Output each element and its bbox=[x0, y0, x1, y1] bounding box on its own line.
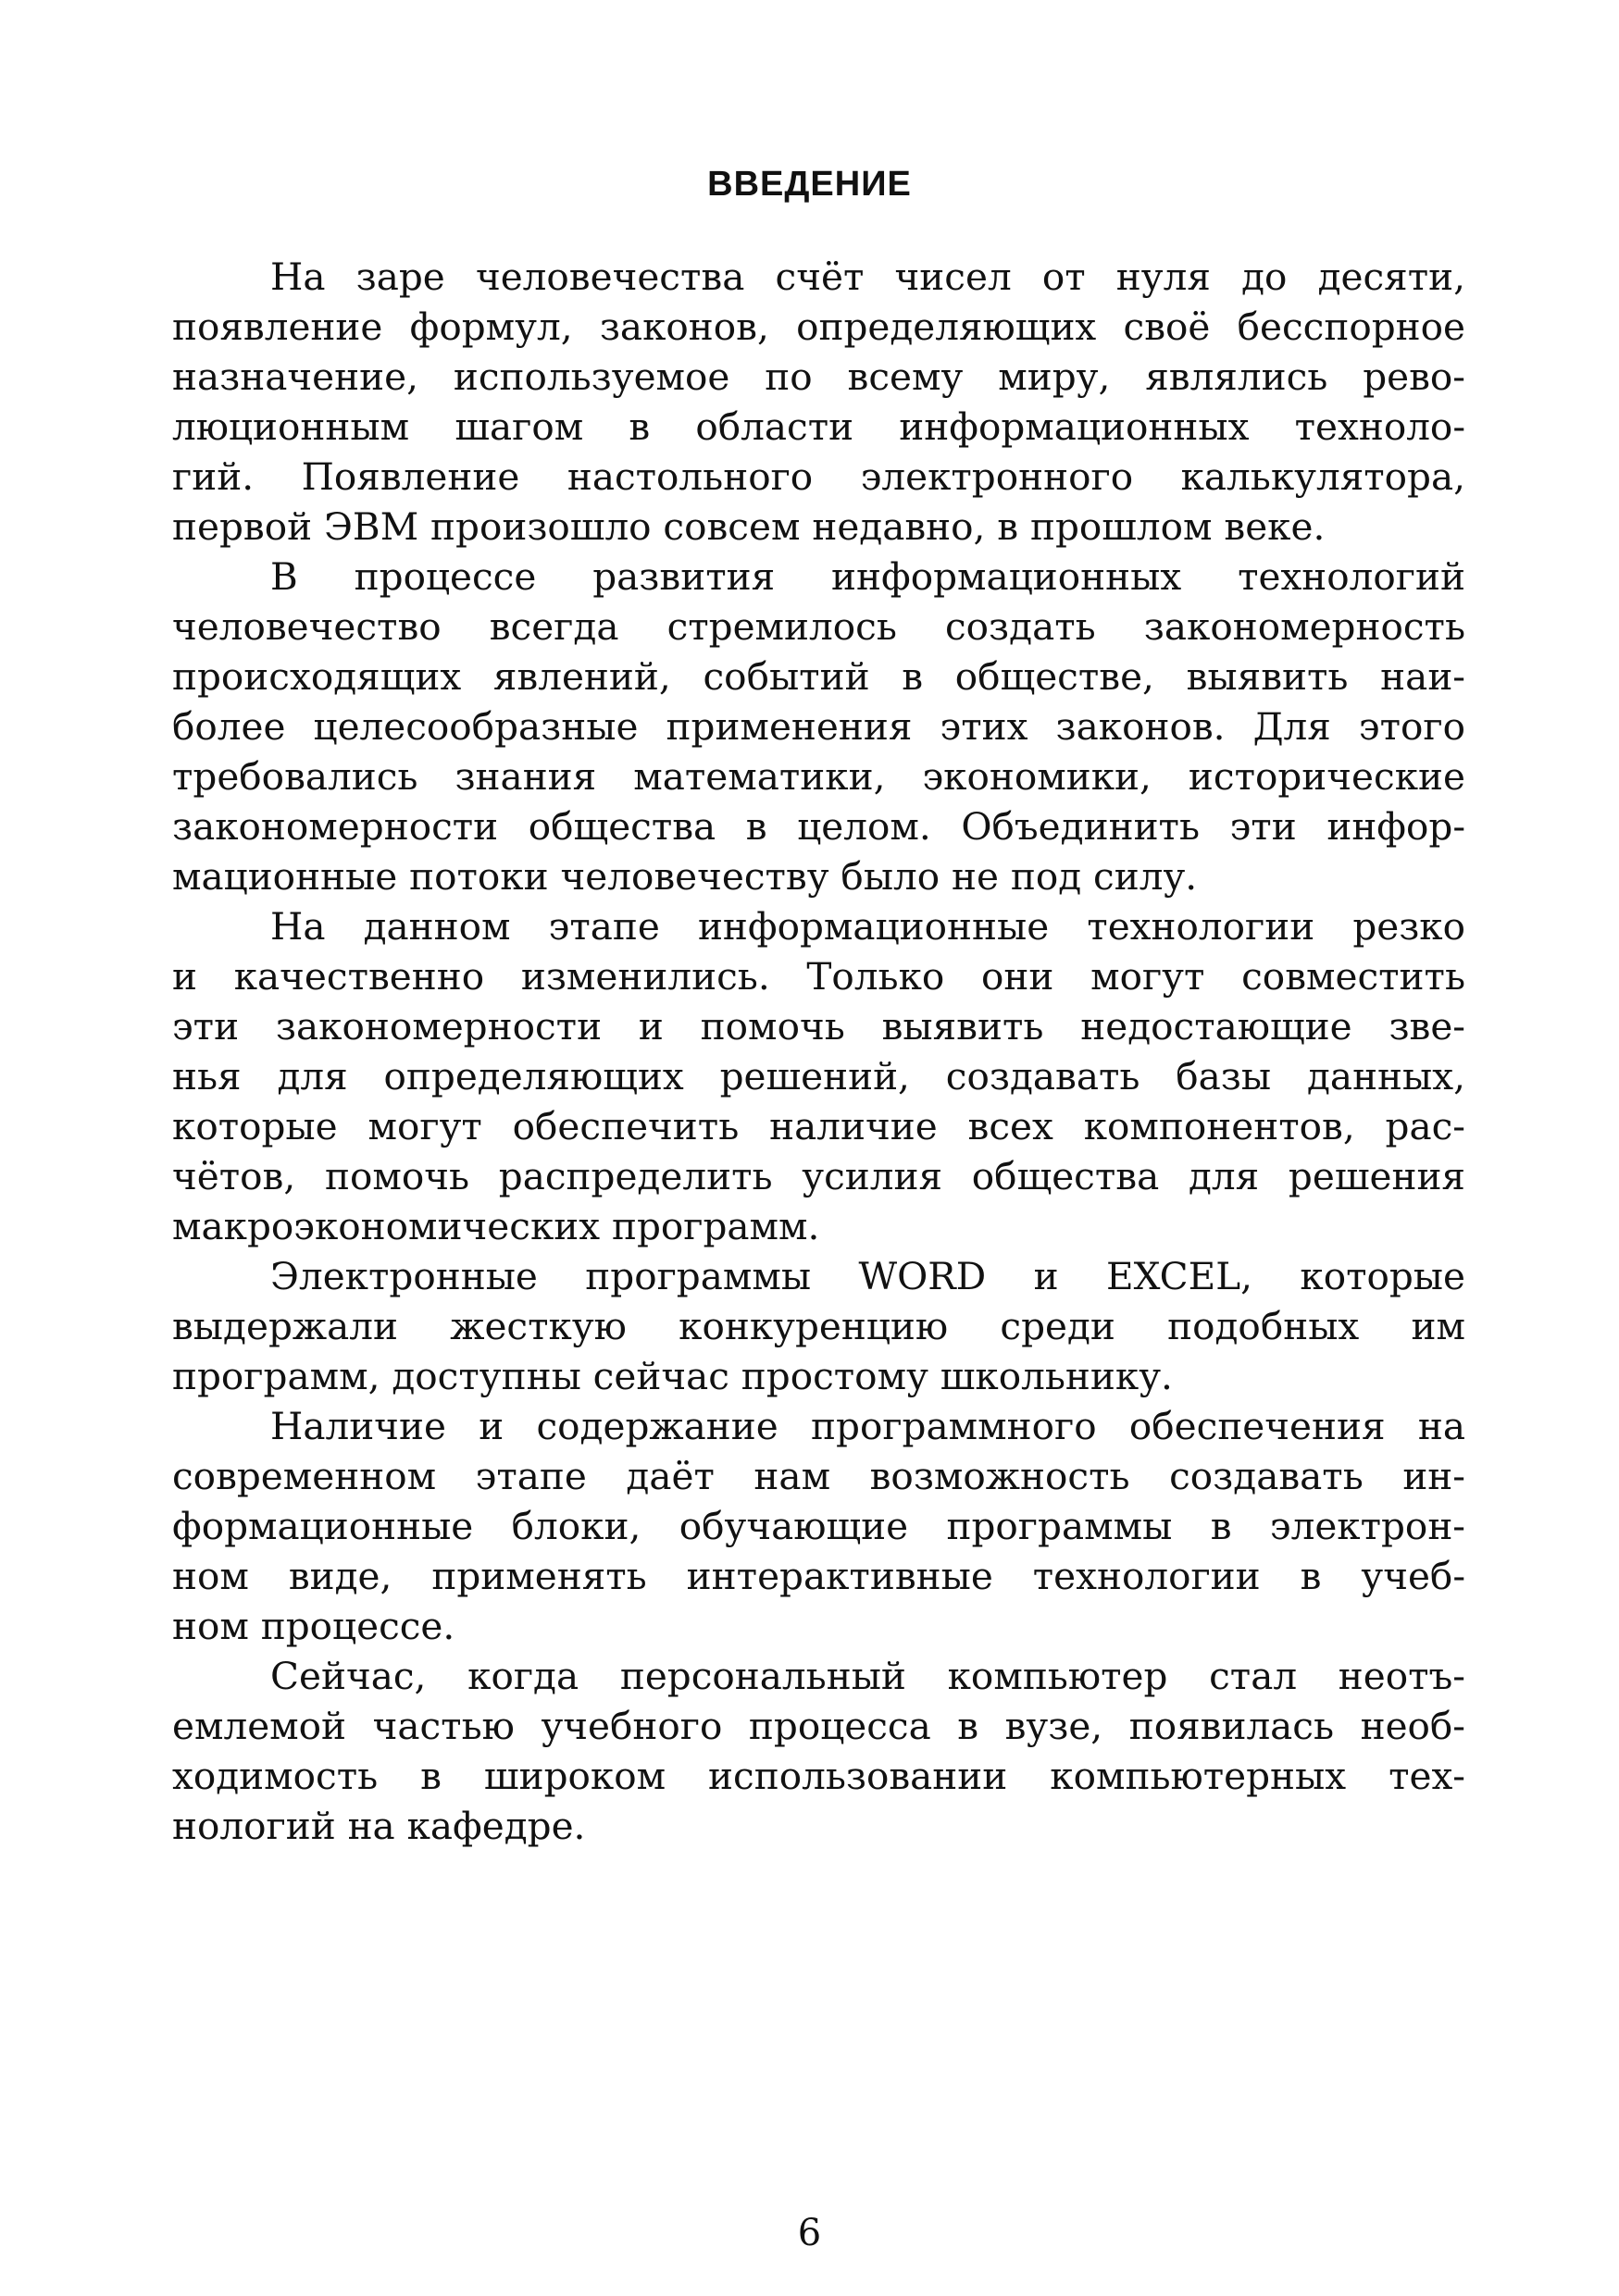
paragraph-2 bbox=[172, 552, 1465, 901]
text-line: человечество всегда стремилось создать закономерность bbox=[172, 604, 1465, 649]
text-line: которые могут обеспечить наличие всех компонентов, рас- bbox=[172, 1104, 1465, 1148]
text-line: назначение, используемое по всему миру, являлись рево- bbox=[172, 354, 1465, 399]
text-line: чётов, помочь распределить усилия общества для решения bbox=[172, 1154, 1465, 1198]
text-line: В процессе развития информационных технологий bbox=[270, 554, 1465, 599]
text-line: закономерности общества в целом. Объединить эти инфор- bbox=[172, 804, 1465, 849]
body-text bbox=[172, 252, 1465, 1851]
text-line: выдержали жесткую конкуренцию среди подобных им bbox=[172, 1304, 1465, 1348]
text-line: появление формул, законов, определяющих своё бесспорное bbox=[172, 304, 1465, 349]
text-line: требовались знания математики, экономики, исторические bbox=[172, 754, 1465, 799]
paragraph-1 bbox=[172, 252, 1465, 552]
page-number: 6 bbox=[797, 2212, 822, 2254]
text-line: Наличие и содержание программного обеспечения на bbox=[270, 1404, 1465, 1448]
text-line: происходящих явлений, событий в обществе, выявить наи- bbox=[172, 654, 1465, 699]
paragraph-6 bbox=[172, 1651, 1465, 1851]
text-line: На данном этапе информационные технологии резко bbox=[270, 904, 1465, 949]
paragraph-3 bbox=[172, 901, 1465, 1251]
text-line: На заре человечества счёт чисел от нуля до десяти, bbox=[270, 254, 1465, 299]
text-line: и качественно изменились. Только они могут совместить bbox=[172, 954, 1465, 999]
text-line: нологий на кафедре. bbox=[172, 1804, 586, 1848]
paragraph-5 bbox=[172, 1401, 1465, 1651]
text-line: Сейчас, когда персональный компьютер стал неотъ- bbox=[270, 1654, 1465, 1698]
text-line: первой ЭВМ произошло совсем недавно, в прошлом веке. bbox=[172, 504, 1326, 549]
page-heading: ВВЕДЕНИЕ bbox=[707, 165, 912, 204]
text-line: мационные потоки человечеству было не под силу. bbox=[172, 854, 1198, 899]
text-line: ном процессе. bbox=[172, 1604, 455, 1648]
text-line: Электронные программы WORD и EXCEL, которые bbox=[270, 1254, 1465, 1298]
text-line: ном виде, применять интерактивные технологии в учеб- bbox=[172, 1554, 1465, 1598]
text-line: современном этапе даёт нам возможность создавать ин- bbox=[172, 1454, 1465, 1498]
text-line: нья для определяющих решений, создавать базы данных, bbox=[172, 1054, 1465, 1098]
text-line: макроэкономических программ. bbox=[172, 1204, 820, 1248]
paragraph-4 bbox=[172, 1251, 1465, 1401]
text-line: гий. Появление настольного электронного калькулятора, bbox=[172, 454, 1465, 499]
text-line: более целесообразные применения этих законов. Для этого bbox=[172, 704, 1465, 749]
text-line: программ, доступны сейчас простому школьнику. bbox=[172, 1354, 1173, 1398]
text-line: емлемой частью учебного процесса в вузе, появилась необ- bbox=[172, 1704, 1465, 1748]
text-line: люционным шагом в области информационных техноло- bbox=[172, 404, 1465, 449]
text-line: эти закономерности и помочь выявить недостающие зве- bbox=[172, 1004, 1465, 1049]
text-line: ходимость в широком использовании компьютерных тех- bbox=[172, 1754, 1465, 1798]
text-line: формационные блоки, обучающие программы в электрон- bbox=[172, 1504, 1465, 1548]
